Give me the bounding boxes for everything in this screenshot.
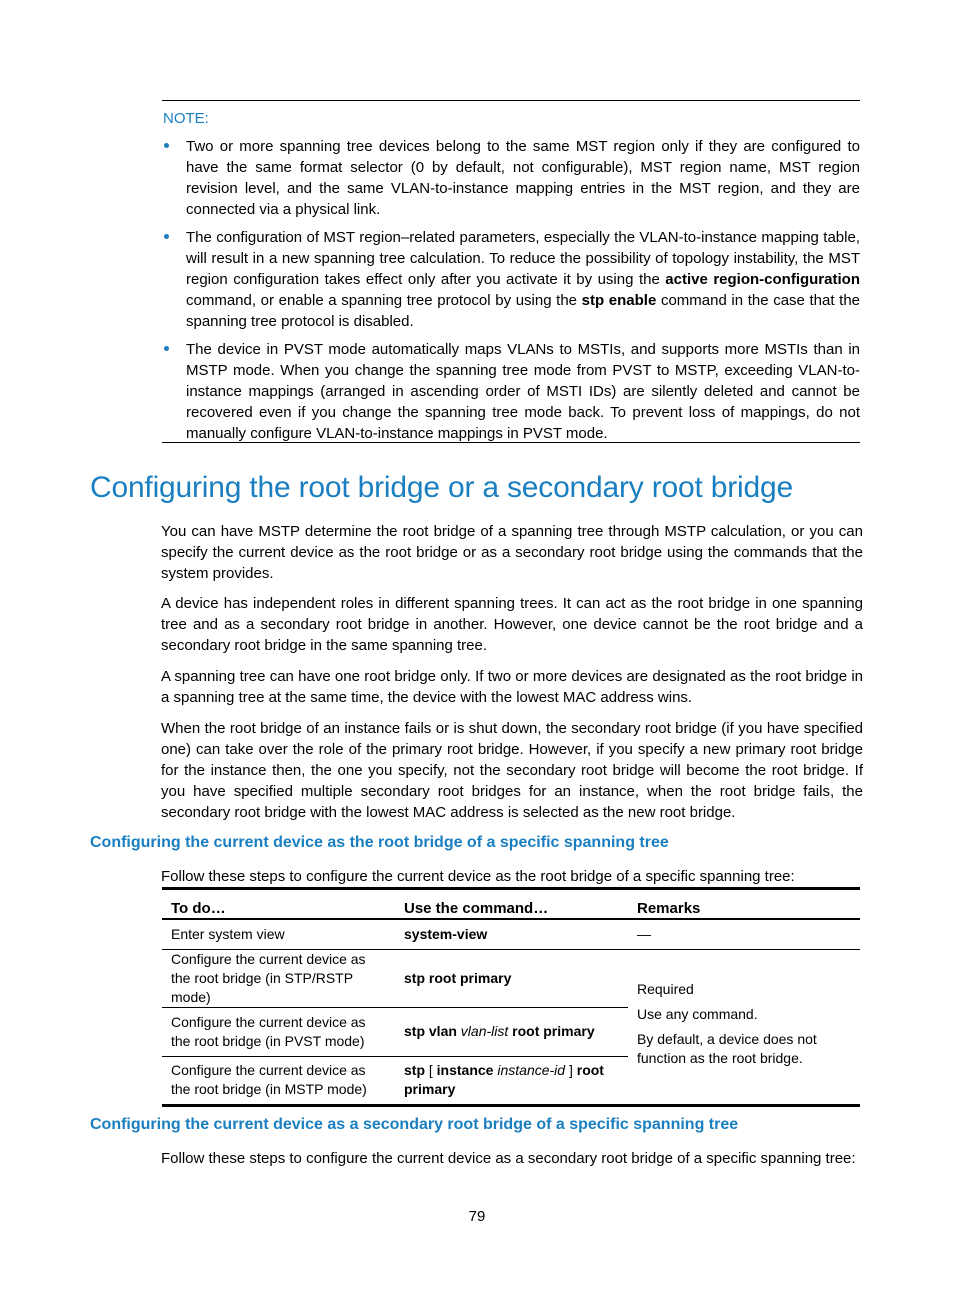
italic-run: vlan-list [460, 1023, 509, 1039]
text-run: The device in PVST mode automatically maps VLANs to MSTIs, and supports more MSTIs than in MSTP mode. When you change the spanning tree mode from PVST to MSTP, exceeding VLAN-to-instance mappings (arranged in ascending order of MSTI IDs) are silently deleted and cannot be recovered even if you change the spanning tree mode back. To prevent loss of mappings, do not manually configure VLAN-to-instance mappings in PVST mode. [186, 341, 860, 442]
bold-run: active region-configuration [665, 271, 860, 288]
todo-cell: Configure the current device as the root bridge (in MSTP mode) [162, 1056, 395, 1105]
command-cell [395, 1056, 628, 1105]
text-run: [ [425, 1062, 437, 1078]
text-run: Two or more spanning tree devices belong to the same MST region only if they are configured to have the same format selector (0 by default, not configurable), MST region name, MST region revision level, and the same VLAN-to-instance mapping entries in the MST region, and they are connected via a physical link. [186, 138, 860, 218]
paragraph: A device has independent roles in different spanning trees. It can act as the root bridge in one spanning tree and as a secondary root bridge in another. However, one device cannot be the root bridge and a secondary root bridge in the same spanning tree. [161, 595, 863, 654]
bold-run: stp [404, 1062, 425, 1078]
note-label: NOTE: [163, 110, 209, 127]
bold-run: stp vlan [404, 1023, 461, 1039]
bold-run: stp root primary [404, 969, 512, 986]
table-header-row [162, 889, 860, 920]
note-item-text [186, 138, 860, 218]
paragraph: You can have MSTP determine the root bridge of a spanning tree through MSTP calculation, or you can specify the current device as the root bridge or as a secondary root bridge using the commands that the system provides. [161, 523, 863, 582]
text-run: command in the case that the spanning tree protocol is disabled. [186, 292, 861, 330]
subsection-heading: Configuring the current device as a secondary root bridge of a specific spanning tree [90, 1116, 739, 1133]
paragraph: A spanning tree can have one root bridge only. If two or more devices are designated as the root bridge in a spanning tree at the same time, the device with the lowest MAC address wins. [161, 668, 863, 706]
command-cell [395, 949, 628, 1007]
note-item [162, 339, 860, 444]
command-cell [395, 1007, 628, 1056]
table-row [162, 949, 860, 1007]
text-run: The configuration of MST region–related parameters, especially the VLAN-to-instance mapping table, will result in a new spanning tree calculation. To reduce the possibility of topology instability, the MST region configuration takes effect only after you activate it by using the [186, 229, 860, 288]
intro-paragraph: Follow these steps to configure the current device as the root bridge of a specific spanning tree: [161, 868, 795, 885]
note-item-text [186, 341, 860, 442]
todo-cell: Enter system view [162, 919, 395, 949]
bold-run: system-view [404, 925, 488, 942]
note-item [162, 136, 860, 220]
command-cell [395, 919, 628, 949]
remark-line: By default, a device does not function as the root bridge. [637, 1030, 817, 1066]
bold-run: root primary [508, 1023, 595, 1039]
todo-cell: Configure the current device as the root bridge (in PVST mode) [162, 1007, 395, 1056]
page-number: 79 [468, 1208, 486, 1225]
text-run: ] [565, 1062, 577, 1078]
intro-paragraph: Follow these steps to configure the current device as a secondary root bridge of a specific spanning tree: [161, 1150, 856, 1167]
bold-run: root primary [404, 1062, 604, 1097]
column-header: To do… [162, 889, 395, 920]
note-box [162, 100, 860, 443]
remark-line: Required [637, 980, 694, 997]
table-row [162, 919, 860, 949]
bold-run: stp enable [581, 292, 657, 309]
command-table [162, 887, 860, 1107]
note-item [162, 227, 860, 332]
text-run: command, or enable a spanning tree protocol by using the [186, 292, 582, 309]
bullet-icon [164, 143, 169, 148]
paragraph: When the root bridge of an instance fails or is shut down, the secondary root bridge (if you have specified one) can take over the role of the primary root bridge. However, if you specify a new primary root bridge for the instance then, the one you specify, not the secondary root bridge will become the root bridge. If you have specified multiple secondary root bridges for an instance, when the root bridge fails, the secondary root bridge with the lowest MAC address is selected as the new root bridge. [161, 720, 863, 821]
note-list [162, 136, 860, 451]
section-heading: Configuring the root bridge or a secondary root bridge [90, 471, 793, 504]
bold-run: instance [436, 1062, 494, 1078]
remarks-cell: — [628, 919, 860, 949]
bullet-icon [164, 234, 169, 239]
todo-cell: Configure the current device as the root bridge (in STP/RSTP mode) [162, 949, 395, 1007]
remark-line: Use any command. [637, 1005, 758, 1022]
italic-run: instance-id [497, 1062, 566, 1078]
column-header: Use the command… [395, 889, 628, 920]
subsection-heading: Configuring the current device as the root bridge of a specific spanning tree [90, 834, 669, 851]
bullet-icon [164, 346, 169, 351]
note-item-text [186, 229, 860, 330]
column-header: Remarks [628, 889, 860, 920]
remarks-merged-cell [628, 949, 860, 1105]
